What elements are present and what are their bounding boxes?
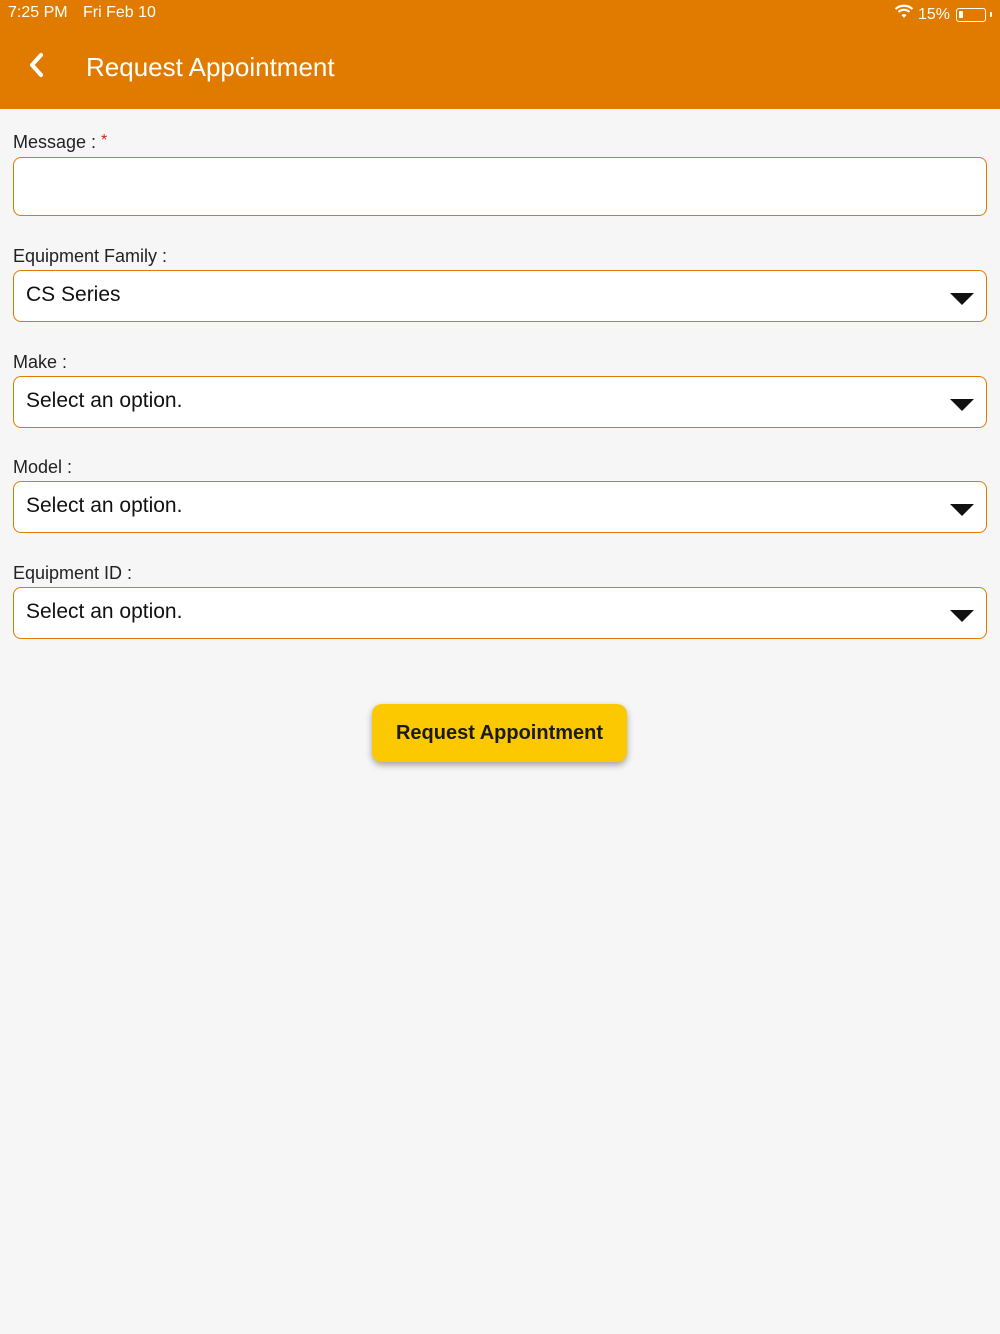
equipment-id-value: Select an option.	[26, 600, 183, 623]
request-appointment-button[interactable]: Request Appointment	[372, 704, 627, 762]
equipment-family-value: CS Series	[26, 283, 121, 306]
required-marker: *	[101, 132, 108, 149]
page-title: Request Appointment	[86, 52, 335, 82]
model-select[interactable]	[13, 481, 987, 533]
status-time: 7:25 PM	[8, 4, 68, 21]
equipment-family-select[interactable]	[13, 270, 987, 322]
message-label-text: Message :	[13, 132, 97, 152]
make-label: Make :	[13, 352, 68, 372]
caret-down-icon	[950, 293, 974, 305]
chevron-left-icon	[27, 52, 45, 83]
model-value: Select an option.	[26, 494, 183, 517]
wifi-icon	[894, 4, 914, 25]
make-select[interactable]	[13, 376, 987, 428]
battery-icon	[956, 8, 986, 22]
caret-down-icon	[950, 399, 974, 411]
message-label	[13, 132, 107, 153]
message-input[interactable]	[13, 157, 987, 216]
equipment-id-select[interactable]	[13, 587, 987, 639]
status-indicators	[894, 4, 992, 25]
battery-percentage: 15%	[917, 5, 950, 23]
caret-down-icon	[950, 610, 974, 622]
equipment-family-label: Equipment Family :	[13, 246, 168, 266]
model-label: Model :	[13, 457, 73, 477]
make-value: Select an option.	[26, 389, 183, 412]
app-header	[0, 0, 1000, 109]
status-bar	[0, 0, 1000, 28]
status-date: Fri Feb 10	[83, 4, 156, 21]
caret-down-icon	[950, 504, 974, 516]
equipment-id-label: Equipment ID :	[13, 563, 133, 583]
back-button[interactable]	[18, 47, 54, 87]
